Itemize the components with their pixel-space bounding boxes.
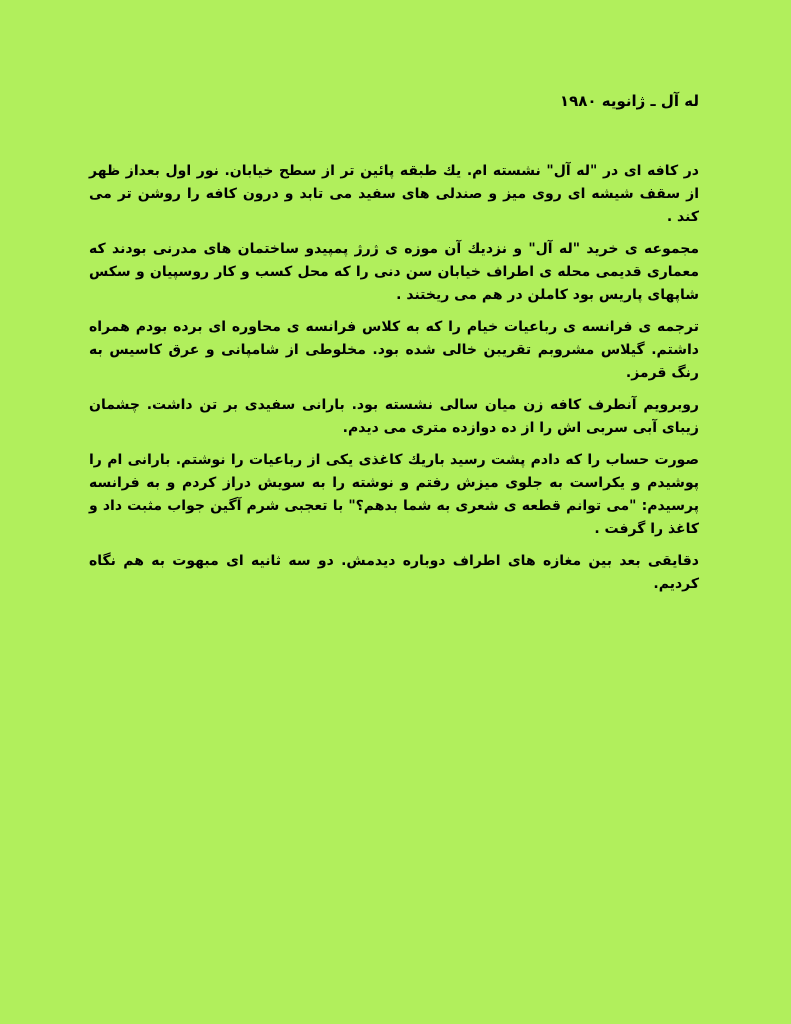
- paragraph-5: صورت حساب را که دادم پشت رسید باریك کاغذی یکی از رباعیات را نوشتم. بارانی ام را پوشیدم و یکراست به جلوی میزش رفتم و نوشته را به سویش دراز کردم و به فرانسه پرسیدم: "می توانم قطعه ی شعری به شما بدهم؟" با تعجبی شرم آگین جواب مثبت داد و کاغذ را گرفت .: [89, 452, 699, 537]
- paragraph-2: مجموعه ی خرید "له آل" و نزدیك آن موزه ی ژرژ پمپیدو ساختمان های مدرنی بودند که معماری قدیمی محله ی اطراف خیابان سن دنی را که محل کسب و کار روسپیان و سکس شاپهای پاریس بود کاملن در هم می ریختند .: [89, 241, 699, 303]
- paragraph-3: ترجمه ی فرانسه ی رباعیات خیام را که به کلاس فرانسه ی محاوره ای برده بودم همراه داشتم. گیلاس مشروبم تقریبن خالی شده بود. مخلوطی از شامپانی و عرق کاسیس به رنگ قرمز.: [89, 319, 699, 381]
- document-title: له آل ـ ژانویه ۱۹۸۰: [559, 92, 699, 110]
- paragraph-1: در کافه ای در "له آل" نشسته ام. یك طبقه پائین تر از سطح خیابان. نور اول بعداز ظهر از سقف شیشه ای روی میز و صندلی های سفید می تابد و درون کافه را روشن تر می کند .: [89, 163, 699, 225]
- paragraph-6: دقایقی بعد بین مغازه های اطراف دوباره دیدمش. دو سه ثانیه ای مبهوت به هم نگاه کردیم.: [89, 553, 699, 592]
- paragraph-4: روبرویم آنطرف کافه زن میان سالی نشسته بود. بارانی سفیدی بر تن داشت. چشمان زیبای آبی سربی اش را از ده دوازده متری می دیدم.: [89, 397, 699, 436]
- document-body: [89, 160, 699, 605]
